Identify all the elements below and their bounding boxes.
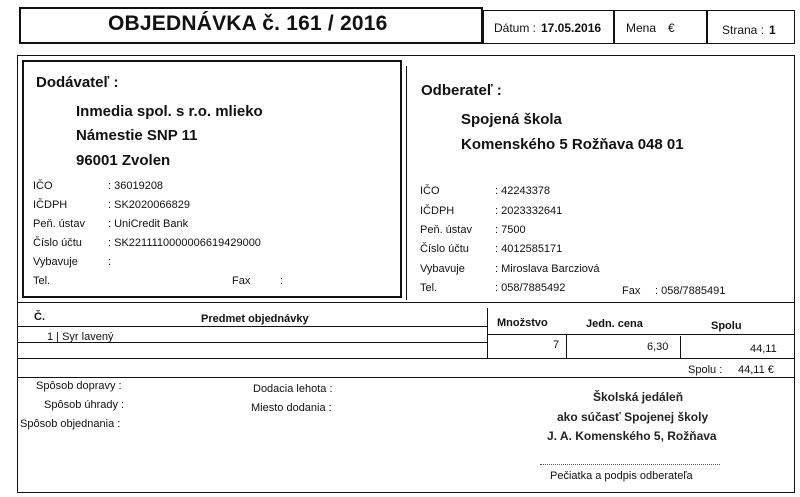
supplier-box	[22, 60, 402, 298]
signature-label: Pečiatka a podpis odberateľa	[550, 470, 693, 482]
supplier-contact-value: :	[108, 256, 112, 268]
payment-label: Spôsob úhrady :	[44, 399, 125, 411]
supplier-street: Námestie SNP 11	[76, 127, 198, 144]
col-header-unit-price: Jedn. cena	[586, 318, 643, 330]
supplier-fax-label: Fax	[232, 275, 251, 287]
supplier-name: Inmedia spol. s r.o. mlieko	[76, 103, 263, 120]
delivery-term-label: Dodacia lehota :	[253, 383, 333, 395]
supplier-heading: Dodávateľ :	[36, 74, 119, 91]
stamp-line-3: J. A. Komenského 5, Rožňava	[547, 429, 717, 443]
sum-label: Spolu :	[688, 364, 723, 376]
supplier-account-value: : SK2211110000006619429000	[108, 237, 261, 249]
supplier-icdph-label: IČDPH	[33, 199, 68, 211]
stamp-line-1: Školská jedáleň	[593, 390, 684, 404]
date-value: 17.05.2016	[541, 21, 602, 35]
supplier-ico-label: IČO	[33, 180, 53, 192]
total-line	[17, 358, 795, 359]
customer-ico-value: : 42243378	[495, 185, 551, 197]
col-divider-qty	[487, 308, 488, 358]
customer-account-label: Číslo účtu	[420, 243, 469, 255]
supplier-bank-label: Peň. ústav	[33, 218, 85, 230]
customer-name: Spojená škola	[461, 111, 562, 128]
currency-label: Mena	[626, 21, 657, 35]
table-row-qty: 7	[553, 339, 560, 351]
table-row-total: 44,11	[750, 343, 777, 355]
order-method-label: Spôsob objednania :	[20, 418, 121, 430]
delivery-place-label: Miesto dodania :	[251, 402, 332, 414]
customer-icdph-value: : 2023332641	[495, 205, 563, 217]
supplier-city: 96001 Zvolen	[76, 152, 171, 169]
supplier-account-label: Číslo účtu	[33, 237, 82, 249]
parties-divider	[406, 66, 407, 300]
col-divider-total	[680, 336, 681, 358]
page-value: 1	[769, 23, 776, 37]
customer-fax-label: Fax	[622, 285, 641, 297]
page-label: Strana :	[722, 23, 765, 37]
customer-account-value: : 4012585171	[495, 243, 563, 255]
customer-bank-label: Peň. ústav	[420, 224, 472, 236]
supplier-contact-label: Vybavuje	[33, 256, 78, 268]
supplier-bank-value: : UniCredit Bank	[108, 218, 189, 230]
currency-value: €	[668, 21, 675, 35]
supplier-icdph-value: : SK2020066829	[108, 199, 190, 211]
table-row-item: 1 | Syr lavený	[47, 331, 114, 343]
signature-line	[540, 464, 720, 465]
col-header-subject: Predmet objednávky	[201, 313, 309, 325]
date-label: Dátum :	[494, 21, 537, 35]
row-underline	[17, 342, 487, 343]
sum-value: 44,11 €	[738, 364, 774, 376]
supplier-ico-value: : 36019208	[108, 180, 164, 192]
document-title: OBJEDNÁVKA č. 161 / 2016	[108, 12, 388, 35]
customer-bank-value: : 7500	[495, 224, 526, 236]
col-header-num: Č.	[34, 311, 45, 323]
col-header-total: Spolu	[711, 320, 742, 332]
stamp-line-2: ako súčasť Spojenej školy	[557, 410, 709, 424]
customer-fax-value: : 058/7885491	[655, 285, 726, 297]
sum-underline	[17, 377, 795, 378]
supplier-phone-label: Tel.	[33, 275, 51, 287]
customer-phone-value: : 058/7885492	[495, 282, 566, 294]
table-row-unit-price: 6,30	[647, 341, 669, 353]
header-underline-right	[487, 334, 795, 335]
customer-contact-label: Vybavuje	[420, 263, 465, 275]
transport-label: Spôsob dopravy :	[36, 380, 122, 392]
customer-icdph-label: IČDPH	[420, 205, 455, 217]
col-header-qty: Množstvo	[497, 317, 548, 329]
customer-phone-label: Tel.	[420, 282, 438, 294]
customer-address: Komenského 5 Rožňava 048 01	[461, 136, 684, 153]
customer-heading: Odberateľ :	[421, 82, 502, 99]
table-top-line	[17, 302, 795, 303]
customer-ico-label: IČO	[420, 185, 440, 197]
header-underline	[17, 326, 487, 327]
col-divider-price	[566, 334, 567, 358]
supplier-fax-value: :	[280, 275, 284, 287]
customer-contact-value: : Miroslava Barcziová	[495, 263, 600, 275]
